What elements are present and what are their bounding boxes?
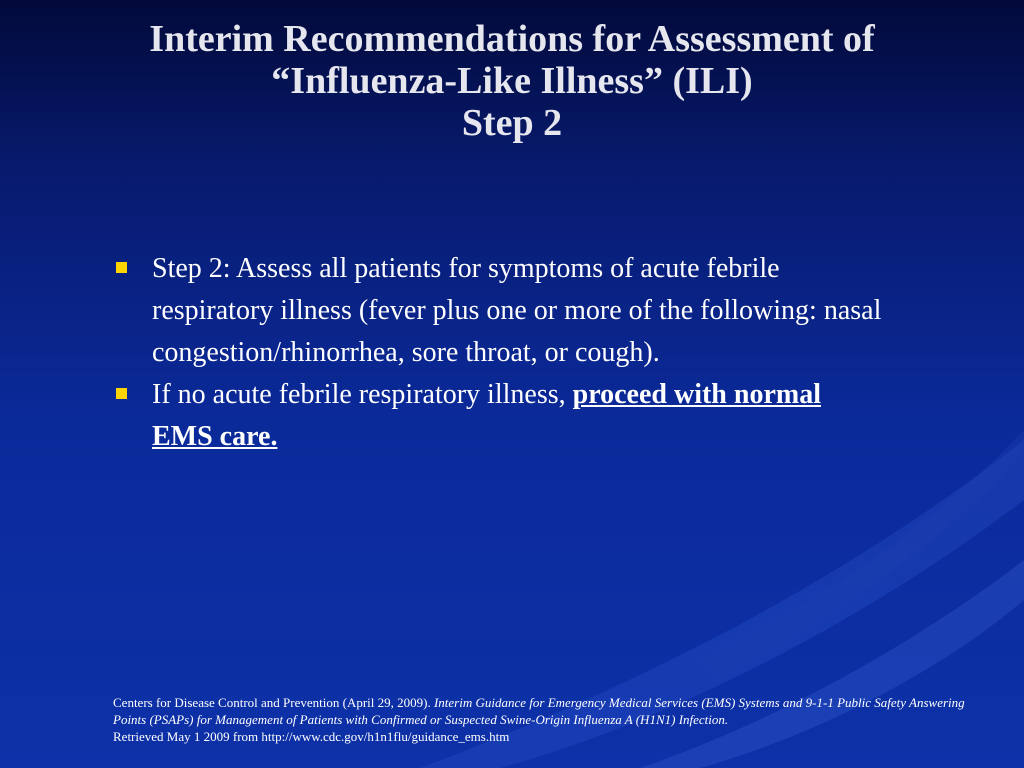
title-line: Interim Recommendations for Assessment of [149,18,875,60]
title-line: “Influenza-Like Illness” (ILI) [271,60,753,102]
bullet-text: Step 2: Assess all patients for symptoms of acute febrile respiratory illness (fever plus one or more of the following: nasal congestion/rhinorrhea, sore throat, or cough). [152,253,882,368]
title-line: Step 2 [461,102,563,144]
bullet-text: If no acute febrile respiratory illness, [152,379,573,410]
citation-title: Interim Guidance for Emergency Medical Services (EMS) Systems and 9-1-1 Public Safety Answering Points (PSAPs) for Management of Patients with Confirmed or Suspected Swine-Origin Influenza A (H1N1) Infection. [113,695,965,727]
bullet-emphasis: proceed with normal EMS care. [152,379,821,452]
bullet-item [112,374,882,458]
bullet-list [112,248,882,458]
citation-retrieved: Retrieved May 1 2009 from http://www.cdc.gov/h1n1flu/guidance_ems.htm [113,729,510,744]
slide-title [40,18,984,144]
citation-footer [113,694,993,745]
square-bullet-icon [116,388,127,399]
square-bullet-icon [116,262,127,273]
citation-source: Centers for Disease Control and Prevention (April 29, 2009). [113,695,434,710]
bullet-item [112,248,882,374]
